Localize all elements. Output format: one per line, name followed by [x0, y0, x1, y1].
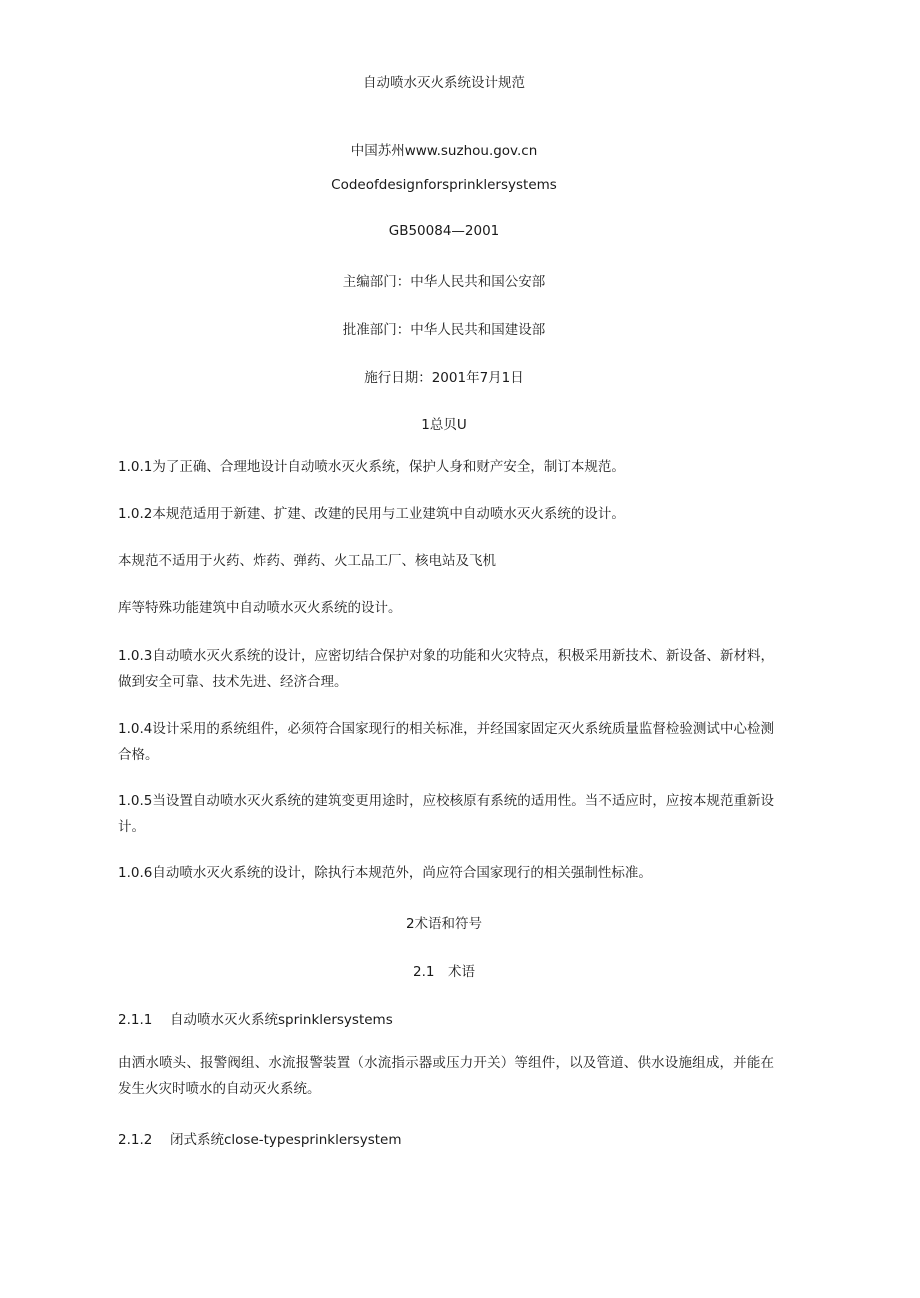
document-title: 自动喷水灭火系统设计规范: [363, 75, 525, 91]
clause-1-0-6: 1.0.6自动喷水灭火系统的设计，除执行本规范外，尚应符合国家现行的相关强制性标准。: [118, 865, 652, 881]
standard-number: GB50084—2001: [388, 223, 500, 239]
term-2-1-2: [118, 1128, 402, 1148]
term-2-1-1-definition: 由洒水喷头、报警阀组、水流报警装置（水流指示器或压力开关）等组件，以及管道、供水设施组成，并能在发生火灾时喷水的自动灭火系统。: [118, 1055, 774, 1097]
chapter-2-heading: 2术语和符号: [405, 916, 483, 932]
source-line: 中国苏州www.suzhou.gov.cn: [350, 143, 538, 159]
clause-1-0-5: 1.0.5当设置自动喷水灭火系统的建筑变更用途时，应校核原有系统的适用性。当不适应时，应按本规范重新设计。: [118, 793, 774, 835]
clause-1-0-2-exclusion-line-2: 库等特殊功能建筑中自动喷水灭火系统的设计。: [118, 600, 402, 616]
editor-department: 主编部门：中华人民共和国公安部: [342, 274, 546, 290]
effective-date: 施行日期：2001年7月1日: [364, 370, 524, 386]
term-number: 2.1.2: [118, 1132, 153, 1148]
clause-1-0-2-exclusion-line-1: 本规范不适用于火药、炸药、弹药、火工品工厂、核电站及飞机: [118, 553, 496, 569]
term-number: 2.1.1: [118, 1012, 153, 1028]
section-2-1-heading: 2.1 术语: [413, 964, 475, 980]
chapter-1-heading: 1总贝U: [421, 417, 467, 433]
clause-1-0-3: 1.0.3自动喷水灭火系统的设计，应密切结合保护对象的功能和火灾特点，积极采用新技术、新设备、新材料，做到安全可靠、技术先进、经济合理。: [118, 648, 774, 690]
term-title: 自动喷水灭火系统sprinklersystems: [170, 1012, 393, 1028]
english-title: Codeofdesignforsprinklersystems: [331, 177, 557, 193]
term-2-1-1: [118, 1008, 393, 1028]
clause-1-0-1: 1.0.1为了正确、合理地设计自动喷水灭火系统，保护人身和财产安全，制订本规范。: [118, 459, 625, 475]
clause-1-0-4: 1.0.4设计采用的系统组件，必须符合国家现行的相关标准，并经国家固定灭火系统质量监督检验测试中心检测合格。: [118, 721, 774, 763]
clause-1-0-2: 1.0.2本规范适用于新建、扩建、改建的民用与工业建筑中自动喷水灭火系统的设计。: [118, 506, 625, 522]
term-title: 闭式系统close-typesprinklersystem: [170, 1132, 402, 1148]
approval-department: 批准部门：中华人民共和国建设部: [342, 322, 546, 338]
